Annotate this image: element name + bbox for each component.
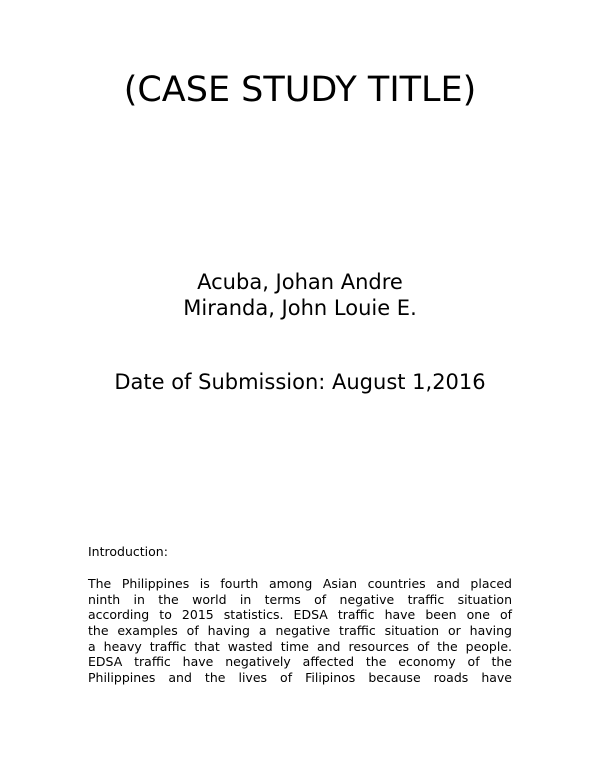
paragraph-line: The Philippines is fourth among Asian countries and placed — [88, 576, 512, 591]
paragraph-line: the examples of having a negative traffic situation or having — [88, 623, 512, 639]
paragraph-line: ninth in the world in terms of negative traffic situation — [88, 591, 512, 607]
author-name: Acuba, Johan Andre — [197, 270, 403, 294]
case-study-title: (CASE STUDY TITLE) — [123, 70, 477, 110]
submission-date: Date of Submission: August 1,2016 — [114, 370, 486, 394]
paragraph-line: Philippines and the lives of Filipinos because roads have — [88, 670, 512, 686]
paragraph-line: EDSA traffic have negatively affected the economy of the — [88, 654, 512, 670]
introduction-heading: Introduction: — [88, 544, 168, 559]
author-name: Miranda, John Louie E. — [183, 296, 417, 320]
paragraph-line: according to 2015 statistics. EDSA traffic have been one of — [88, 607, 512, 623]
paragraph-line: a heavy traffic that wasted time and resources of the people. — [88, 638, 512, 654]
introduction-paragraph — [88, 576, 512, 686]
